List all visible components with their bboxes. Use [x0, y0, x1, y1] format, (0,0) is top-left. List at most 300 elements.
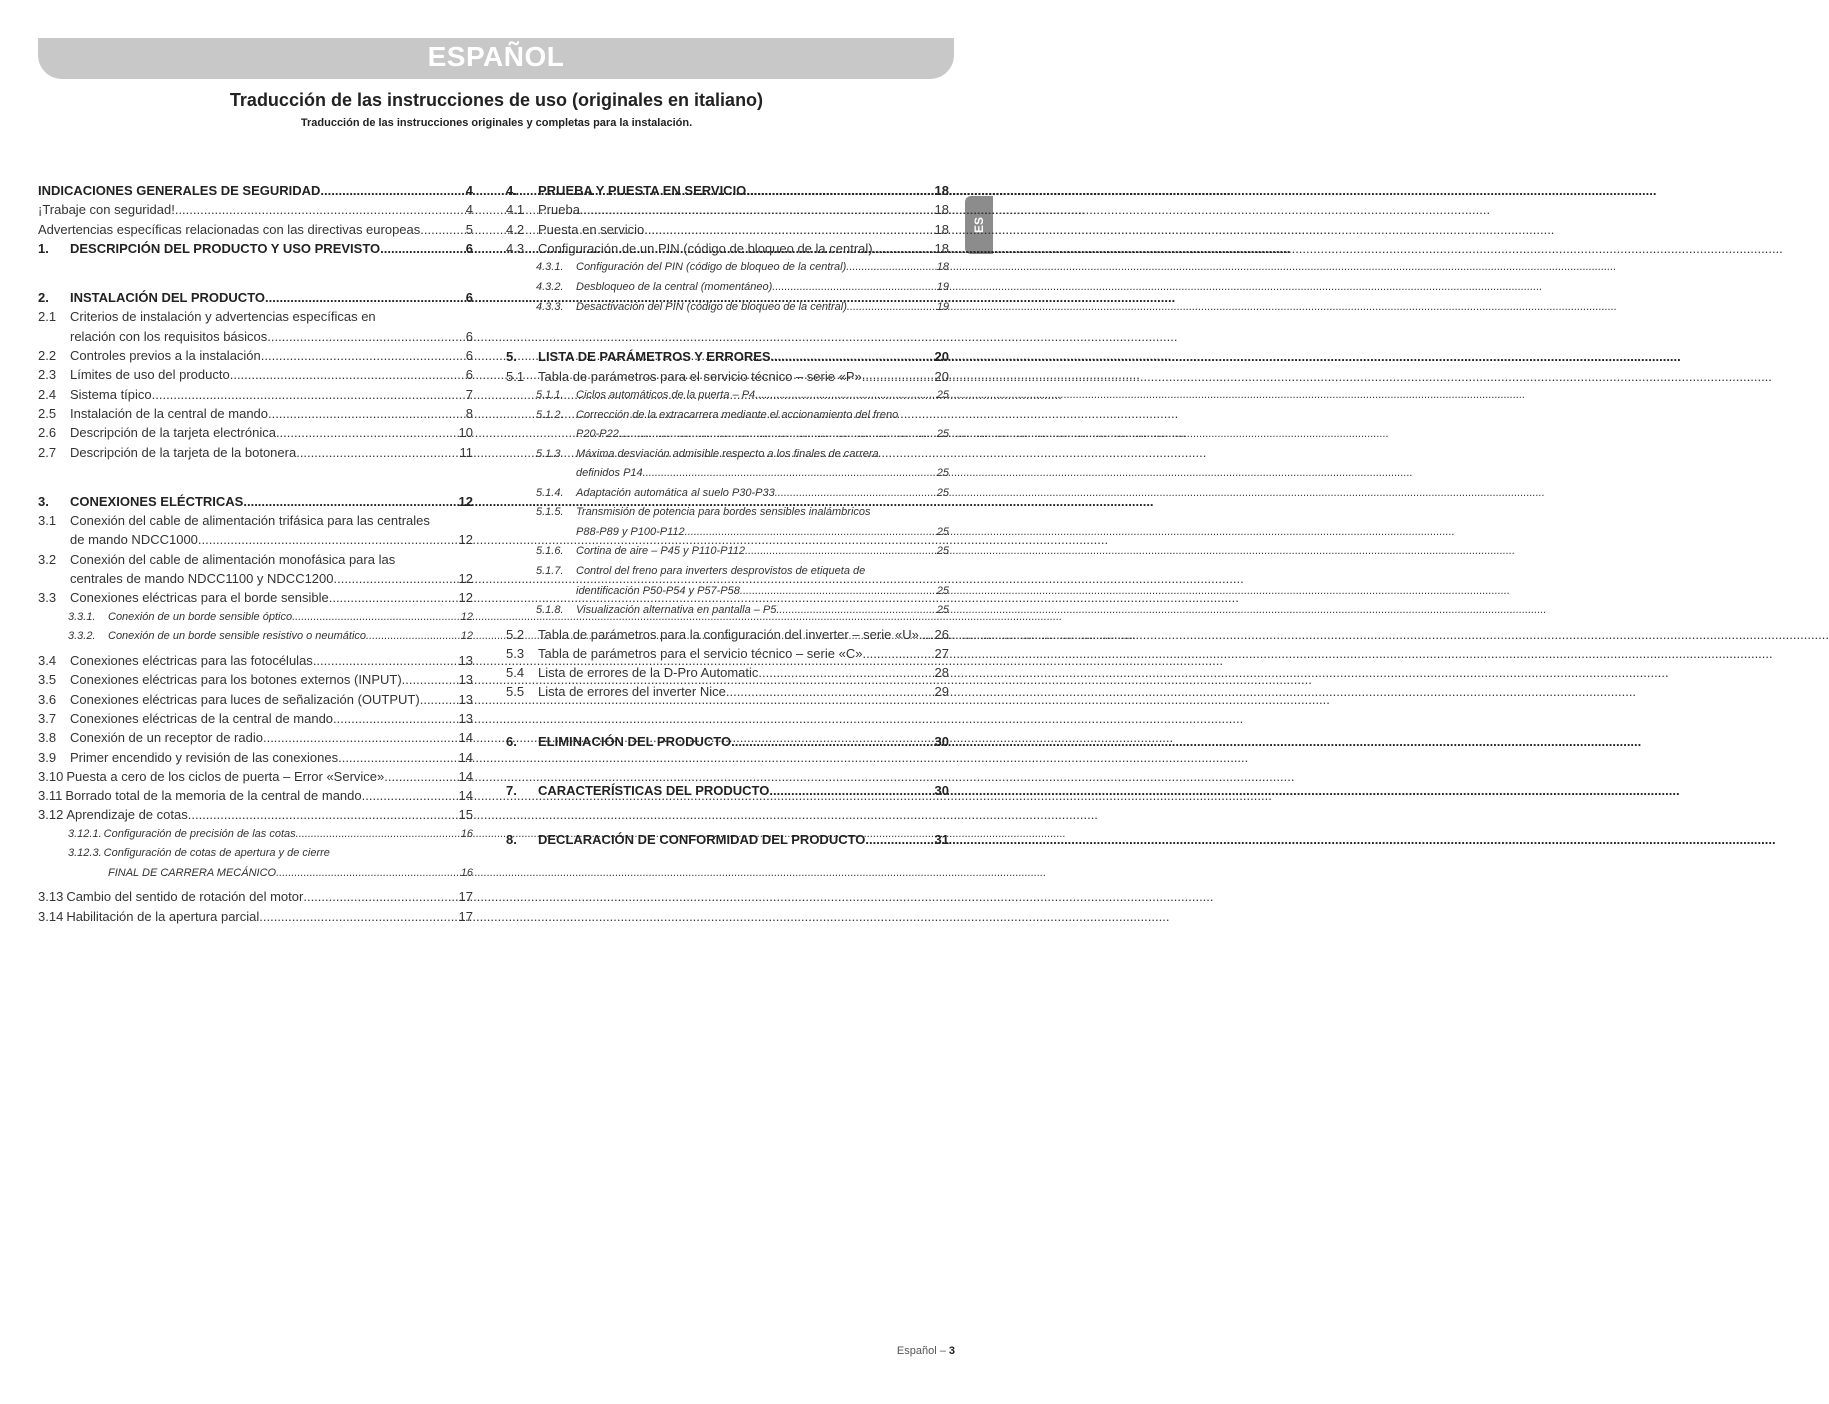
toc-entry[interactable] — [38, 423, 473, 442]
toc-dot-leader — [746, 181, 934, 200]
toc-entry[interactable] — [38, 651, 473, 670]
toc-entry[interactable] — [38, 670, 473, 689]
toc-entry[interactable] — [506, 406, 949, 426]
toc-dot-leader — [175, 200, 466, 219]
toc-entry-page: 18 — [934, 183, 949, 198]
toc-entry[interactable] — [38, 327, 473, 346]
toc-spacer — [38, 462, 473, 492]
toc-entry-page: 15 — [458, 807, 473, 823]
toc-entry[interactable] — [38, 550, 473, 569]
toc-entry-title: Borrado total de la memoria de la central de mando — [65, 788, 362, 804]
toc-entry-number: 3.10 — [38, 768, 64, 784]
toc-entry-page: 25 — [936, 486, 949, 499]
toc-dot-leader — [333, 709, 458, 728]
toc-entry-page: 6 — [465, 290, 473, 306]
toc-entry-page: 18 — [934, 240, 949, 256]
toc-entry-title: Conexión de un borde sensible resistivo o neumático — [108, 630, 367, 643]
toc-dot-leader — [296, 443, 459, 462]
toc-entry-page: 6 — [465, 348, 473, 364]
toc-dot-leader — [619, 425, 937, 444]
toc-dot-leader — [384, 767, 458, 786]
toc-dot-leader — [338, 748, 458, 767]
toc-entry-number: 2. — [38, 290, 49, 306]
toc-entry-number: 4.3 — [506, 240, 525, 256]
toc-entry[interactable] — [506, 625, 949, 644]
toc-entry-number: 5.1.5. — [536, 506, 564, 519]
toc-entry-title: ¡Trabaje con seguridad! — [38, 202, 175, 218]
toc-dot-leader — [776, 601, 936, 621]
toc-entry[interactable] — [506, 258, 949, 278]
toc-entry-page: 12 — [458, 493, 473, 509]
toc-entry-number: 3.14 — [38, 908, 64, 924]
toc-entry-title: Tabla de parámetros para el servicio técnico – serie «P» — [538, 368, 862, 384]
toc-dot-leader — [745, 542, 937, 562]
toc-entry-page: 13 — [458, 691, 473, 707]
toc-entry-number: 5.1.3. — [536, 447, 564, 460]
toc-entry-title: de mando NDCC1000 — [70, 532, 198, 548]
language-tab-label: ES — [972, 216, 986, 234]
toc-entry-page: 11 — [459, 444, 473, 460]
toc-entry-page: 8 — [465, 405, 473, 421]
toc-entry[interactable] — [38, 907, 473, 926]
toc-entry-title: Advertencias específicas relacionadas con las directivas europeas — [38, 221, 421, 237]
toc-entry[interactable] — [506, 732, 949, 751]
toc-spacer — [506, 317, 949, 347]
toc-dot-leader — [362, 786, 459, 805]
toc-entry-page: 26 — [934, 626, 949, 642]
toc-entry-page: 19 — [936, 300, 949, 313]
toc-entry-page: 12 — [458, 532, 473, 548]
toc-entry-title: Puesta en servicio — [538, 221, 645, 237]
toc-dot-leader — [755, 386, 937, 406]
toc-entry-title: Prueba — [538, 202, 580, 218]
toc-dot-leader — [873, 239, 935, 258]
toc-entry[interactable] — [506, 682, 949, 701]
toc-entry-page: 16 — [460, 867, 473, 880]
toc-entry-number: 4.3.3. — [536, 300, 564, 313]
page-footer — [897, 1345, 955, 1357]
toc-entry[interactable] — [506, 562, 949, 582]
toc-entry[interactable] — [506, 464, 949, 483]
toc-entry-number: 3.13 — [38, 889, 64, 905]
toc-entry-title: Conexiones eléctricas de la central de mando — [70, 710, 334, 726]
toc-entry-page: 16 — [460, 827, 473, 840]
toc-entry-title: Instalación de la central de mando — [70, 405, 269, 421]
toc-entry[interactable] — [38, 844, 473, 864]
toc-entry-number: 6. — [506, 733, 517, 749]
toc-entry-number: 5.3 — [506, 645, 525, 661]
toc-entry-number: 2.2 — [38, 348, 57, 364]
toc-dot-leader — [726, 682, 935, 701]
toc-entry-title: Corrección de la extracarrera mediante el accionamiento del freno — [576, 408, 899, 421]
toc-entry-title: Aprendizaje de cotas — [66, 807, 188, 823]
toc-entry-number: 3.2 — [38, 551, 57, 567]
toc-entry-title: INSTALACIÓN DEL PRODUCTO — [70, 290, 266, 306]
toc-entry-number: 8. — [506, 832, 517, 848]
toc-entry[interactable] — [506, 582, 949, 601]
toc-entry-title: Configuración de un PIN (código de bloqueo de la central) — [538, 240, 873, 256]
toc-entry[interactable] — [506, 663, 949, 682]
toc-dot-leader — [334, 569, 459, 588]
toc-entry-title: DESCRIPCIÓN DEL PRODUCTO Y USO PREVISTO — [70, 240, 381, 256]
banner-title: ESPAÑOL — [427, 41, 565, 72]
toc-entry-title: Transmisión de potencia para bordes sensibles inalámbricos — [576, 506, 871, 519]
toc-entry-page: 30 — [934, 783, 949, 799]
toc-entry-title: CARACTERÍSTICAS DEL PRODUCTO — [538, 783, 770, 799]
toc-entry-title: Configuración de cotas de apertura y de cierre — [103, 847, 330, 860]
toc-entry[interactable] — [38, 220, 473, 239]
toc-entry[interactable] — [506, 239, 949, 258]
toc-entry-number: 3.3 — [38, 590, 57, 606]
toc-entry-title: Criterios de instalación y advertencias específicas en — [70, 309, 376, 325]
toc-entry-number: 3.7 — [38, 710, 57, 726]
toc-entry-title: Sistema típico — [70, 386, 152, 402]
toc-dot-leader — [188, 805, 459, 824]
toc-entry-title: LISTA DE PARÁMETROS Y ERRORES — [538, 349, 771, 365]
toc-entry-number: 3.1 — [38, 513, 57, 529]
toc-entry-page: 10 — [458, 425, 473, 441]
toc-entry-title: Conexiones eléctricas para el borde sensible — [70, 590, 329, 606]
toc-entry[interactable] — [38, 767, 473, 786]
toc-dot-leader — [230, 365, 466, 384]
toc-entry[interactable] — [506, 298, 949, 318]
toc-entry-number: 4.3.1. — [536, 261, 564, 274]
toc-dot-leader — [292, 608, 461, 628]
toc-entry-number: 5.1.6. — [536, 545, 564, 558]
toc-dot-leader — [919, 625, 935, 644]
toc-right-column — [506, 181, 949, 850]
toc-entry[interactable] — [506, 644, 949, 663]
toc-dot-leader — [265, 288, 466, 307]
toc-entry[interactable] — [506, 523, 949, 542]
toc-entry-number: 2.1 — [38, 309, 57, 325]
toc-entry-number: 4.1 — [506, 202, 525, 218]
toc-entry-page: 20 — [934, 349, 949, 365]
toc-dot-leader — [243, 492, 458, 511]
toc-entry-page: 12 — [460, 610, 473, 623]
toc-entry-page: 13 — [458, 710, 473, 726]
toc-dot-leader — [267, 327, 465, 346]
toc-entry-number: 3.11 — [38, 788, 63, 804]
toc-left-column — [38, 181, 473, 926]
toc-entry-page: 14 — [458, 768, 473, 784]
toc-entry-page: 14 — [458, 730, 473, 746]
toc-entry-title: Ciclos automáticos de la puerta – P4 — [576, 388, 756, 401]
toc-entry-title: Desactivación del PIN (código de bloqueo de la central) — [576, 300, 847, 313]
toc-entry-title: Configuración de precisión de las cotas — [103, 827, 296, 840]
toc-entry-number: 4. — [506, 183, 517, 198]
toc-entry-number: 2.6 — [38, 425, 57, 441]
toc-dot-leader — [276, 423, 459, 442]
toc-dot-leader — [769, 781, 934, 800]
toc-dot-leader — [758, 663, 934, 682]
toc-entry-number: 5.4 — [506, 665, 525, 681]
toc-entry[interactable] — [38, 385, 473, 404]
toc-entry[interactable] — [38, 404, 473, 423]
toc-entry-number: 5.5 — [506, 684, 525, 700]
toc-entry-number: 3.8 — [38, 730, 57, 746]
toc-entry-number: 5.2 — [506, 626, 525, 642]
toc-entry[interactable] — [38, 288, 473, 307]
toc-entry-page: 4 — [465, 202, 473, 218]
toc-entry-title: Adaptación automática al suelo P30-P33 — [576, 486, 775, 499]
toc-entry[interactable] — [38, 864, 473, 883]
toc-entry-title: Cortina de aire – P45 y P110-P112 — [576, 545, 745, 558]
toc-entry-number: 4.2 — [506, 221, 525, 237]
toc-entry-number: 3.12.3. — [68, 847, 102, 860]
toc-entry[interactable] — [506, 278, 949, 298]
toc-entry-title: Conexiones eléctricas para los botones externos (INPUT) — [70, 672, 402, 688]
toc-dot-leader — [580, 200, 935, 219]
toc-entry[interactable] — [38, 200, 473, 219]
toc-entry-title: P88-P89 y P100-P112 — [576, 525, 685, 538]
toc-entry[interactable] — [506, 200, 949, 219]
toc-dot-leader — [296, 825, 461, 845]
toc-entry[interactable] — [38, 786, 473, 805]
toc-entry-title: Límites de uso del producto — [70, 367, 230, 383]
toc-entry-title: identificación P50-P54 y P57-P58 — [576, 584, 740, 597]
toc-entry[interactable] — [38, 365, 473, 384]
toc-entry-number: 4.3.2. — [536, 280, 564, 293]
toc-entry-page: 13 — [458, 672, 473, 688]
toc-entry-title: Tabla de parámetros para la configuración del inverter – serie «U» — [538, 626, 919, 642]
toc-entry-page: 6 — [465, 367, 473, 383]
toc-entry-number: 3.12 — [38, 807, 64, 823]
toc-entry-title: Desbloqueo de la central (momentáneo) — [576, 280, 773, 293]
toc-entry[interactable] — [38, 346, 473, 365]
toc-entry-number: 5.1.2. — [536, 408, 564, 421]
toc-dot-leader — [276, 864, 461, 883]
toc-dot-leader — [329, 588, 459, 607]
toc-entry-title: PRUEBA Y PUESTA EN SERVICIO — [538, 183, 747, 198]
toc-entry-page: 25 — [936, 428, 949, 441]
toc-entry-page: 5 — [465, 221, 473, 237]
toc-entry[interactable] — [506, 601, 949, 621]
toc-entry-number: 5.1.7. — [536, 564, 564, 577]
toc-entry-page: 7 — [465, 386, 473, 402]
toc-dot-leader — [259, 907, 458, 926]
toc-entry-title: Puesta a cero de los ciclos de puerta – Error «Service» — [66, 768, 385, 784]
toc-entry-number: 3.4 — [38, 653, 57, 669]
toc-entry[interactable] — [506, 220, 949, 239]
toc-dot-leader — [643, 464, 937, 483]
toc-entry[interactable] — [38, 588, 473, 607]
toc-entry[interactable] — [506, 425, 949, 444]
toc-entry-page: 18 — [936, 261, 949, 274]
toc-entry-page: 18 — [934, 202, 949, 218]
toc-entry-number: 5. — [506, 349, 517, 365]
toc-entry-title: relación con los requisitos básicos — [70, 328, 268, 344]
toc-entry[interactable] — [38, 805, 473, 824]
toc-entry-title: FINAL DE CARRERA MECÁNICO — [108, 867, 277, 880]
toc-entry[interactable] — [38, 627, 473, 647]
toc-entry-title: Primer encendido y revisión de las conexiones — [70, 749, 339, 765]
toc-entry-number: 3. — [38, 493, 49, 509]
toc-dot-leader — [862, 644, 934, 663]
toc-dot-leader — [366, 627, 461, 647]
toc-entry-number: 7. — [506, 783, 517, 799]
toc-entry-title: Configuración del PIN (código de bloqueo de la central) — [576, 261, 847, 274]
toc-entry-page: 17 — [458, 908, 473, 924]
toc-entry-number: 3.5 — [38, 672, 57, 688]
toc-entry-title: Controles previos a la instalación — [70, 348, 261, 364]
toc-entry[interactable] — [506, 542, 949, 562]
toc-dot-leader — [303, 887, 458, 906]
toc-entry-number: 1. — [38, 240, 49, 256]
toc-entry-page: 4 — [465, 183, 473, 198]
toc-entry[interactable] — [38, 511, 473, 530]
toc-entry[interactable] — [38, 748, 473, 767]
toc-dot-leader — [263, 728, 459, 747]
toc-entry-number: 3.6 — [38, 691, 57, 707]
toc-entry[interactable] — [506, 503, 949, 523]
toc-entry-page: 28 — [934, 665, 949, 681]
toc-entry-title: Conexión del cable de alimentación trifásica para las centrales — [70, 513, 430, 529]
toc-entry-title: Descripción de la tarjeta de la botonera — [70, 444, 297, 460]
toc-entry[interactable] — [506, 781, 949, 800]
toc-spacer — [506, 800, 949, 830]
toc-entry-page: 25 — [936, 525, 949, 538]
toc-entry-title: definidos P14 — [576, 467, 643, 480]
document-subtitle: Traducción de las instrucciones originales y completas para la instalación. — [300, 117, 693, 129]
toc-dot-leader — [420, 690, 459, 709]
toc-entry-page: 19 — [936, 280, 949, 293]
toc-entry-title: Tabla de parámetros para el servicio técnico – serie «C» — [538, 645, 863, 661]
toc-entry-title: Habilitación de la apertura parcial — [66, 908, 260, 924]
toc-entry-page: 14 — [458, 788, 473, 804]
toc-entry-page: 18 — [934, 221, 949, 237]
toc-entry-page: 25 — [936, 584, 949, 597]
toc-entry-number: 5.1.4. — [536, 486, 564, 499]
toc-dot-leader — [775, 484, 937, 504]
toc-entry-title: DECLARACIÓN DE CONFORMIDAD DEL PRODUCTO — [538, 832, 866, 848]
toc-entry-page: 6 — [465, 328, 473, 344]
toc-entry-page: 6 — [465, 240, 473, 256]
toc-dot-leader — [261, 346, 466, 365]
toc-dot-leader — [740, 582, 937, 601]
toc-entry[interactable] — [38, 608, 473, 628]
toc-entry[interactable] — [38, 728, 473, 747]
toc-entry-title: Conexión de un receptor de radio — [70, 730, 263, 746]
toc-dot-leader — [268, 404, 466, 423]
toc-entry-page: 27 — [934, 645, 949, 661]
toc-entry-number: 3.3.1. — [68, 610, 96, 623]
toc-dot-leader — [862, 367, 935, 386]
toc-entry[interactable] — [38, 443, 473, 462]
toc-entry-page: 14 — [458, 749, 473, 765]
toc-dot-leader — [644, 220, 934, 239]
toc-dot-leader — [152, 385, 466, 404]
toc-entry-title: CONEXIONES ELÉCTRICAS — [70, 493, 244, 509]
toc-entry[interactable] — [38, 887, 473, 906]
toc-entry-page: 12 — [458, 590, 473, 606]
toc-entry[interactable] — [506, 445, 949, 465]
toc-entry-title: Control del freno para inverters desprovistos de etiqueta de — [576, 564, 866, 577]
toc-dot-leader — [846, 258, 936, 278]
toc-entry-page: 25 — [936, 467, 949, 480]
toc-entry-title: Conexión del cable de alimentación monofásica para las — [70, 551, 396, 567]
toc-entry-number: 3.9 — [38, 749, 57, 765]
toc-entry-number: 3.12.1. — [68, 827, 102, 840]
document-title: Traducción de las instrucciones de uso (originales en italiano) — [229, 90, 764, 110]
toc-entry[interactable] — [38, 239, 473, 258]
toc-dot-leader — [320, 181, 465, 200]
toc-entry-page: 12 — [458, 571, 473, 587]
toc-entry-title: Conexiones eléctricas para las fotocélulas — [70, 653, 313, 669]
toc-dot-leader — [865, 830, 934, 849]
toc-entry-page: 29 — [934, 684, 949, 700]
toc-spacer — [506, 702, 949, 732]
toc-entry[interactable] — [38, 690, 473, 709]
toc-entry-page: 17 — [458, 889, 473, 905]
toc-entry-title: INDICACIONES GENERALES DE SEGURIDAD — [38, 183, 321, 198]
toc-entry-number: 2.3 — [38, 367, 57, 383]
toc-entry-page: 25 — [936, 388, 949, 401]
toc-entry[interactable] — [38, 709, 473, 728]
toc-entry-title: P20-P22 — [576, 428, 619, 441]
toc-entry-number: 2.4 — [38, 386, 57, 402]
toc-entry-title: Máxima desviación admisible respecto a los finales de carrera — [576, 447, 879, 460]
toc-entry-number: 5.1.1. — [536, 388, 564, 401]
toc-entry-title: Visualización alternativa en pantalla – P5 — [576, 603, 777, 616]
toc-entry-title: centrales de mando NDCC1100 y NDCC1200 — [70, 571, 334, 587]
toc-dot-leader — [847, 298, 937, 318]
toc-entry-number: 2.7 — [38, 444, 57, 460]
toc-entry-number: 2.5 — [38, 405, 57, 421]
toc-entry-number: 5.1.8. — [536, 603, 564, 616]
toc-entry[interactable] — [38, 492, 473, 511]
toc-dot-leader — [313, 651, 459, 670]
toc-entry[interactable] — [506, 830, 949, 849]
toc-dot-leader — [771, 347, 935, 366]
toc-entry[interactable] — [38, 825, 473, 845]
toc-entry-page: 30 — [934, 733, 949, 749]
toc-entry-page: 12 — [460, 630, 473, 643]
toc-entry-title: Lista de errores de la D-Pro Automatic — [538, 665, 759, 681]
toc-entry[interactable] — [506, 181, 949, 200]
toc-dot-leader — [731, 732, 934, 751]
toc-entry-page: 20 — [934, 368, 949, 384]
toc-entry-number: 5.1 — [506, 368, 525, 384]
toc-entry[interactable] — [38, 569, 473, 588]
toc-spacer — [506, 751, 949, 781]
toc-entry[interactable] — [506, 386, 949, 406]
footer-label: Español – — [896, 1345, 949, 1357]
toc-entry-page: 25 — [936, 603, 949, 616]
toc-entry-page: 31 — [934, 832, 949, 848]
toc-dot-leader — [772, 278, 936, 298]
toc-entry[interactable] — [38, 530, 473, 549]
toc-entry-title: Lista de errores del inverter Nice — [538, 684, 726, 700]
toc-dot-leader — [685, 523, 937, 542]
toc-entry[interactable] — [38, 307, 473, 326]
toc-entry-title: Cambio del sentido de rotación del motor — [66, 889, 304, 905]
toc-dot-leader — [198, 530, 459, 549]
toc-dot-leader — [420, 220, 466, 239]
toc-entry[interactable] — [38, 181, 473, 200]
toc-dot-leader — [380, 239, 466, 258]
toc-entry[interactable] — [506, 367, 949, 386]
toc-entry-page: 13 — [458, 653, 473, 669]
toc-entry-title: Conexión de un borde sensible óptico — [108, 610, 293, 623]
toc-entry-page: 25 — [936, 545, 949, 558]
toc-dot-leader — [402, 670, 459, 689]
toc-entry-title: Conexiones eléctricas para luces de señalización (OUTPUT) — [70, 691, 420, 707]
toc-spacer — [38, 258, 473, 288]
toc-entry[interactable] — [506, 347, 949, 366]
toc-entry[interactable] — [506, 484, 949, 504]
toc-entry-number: 3.3.2. — [68, 630, 96, 643]
